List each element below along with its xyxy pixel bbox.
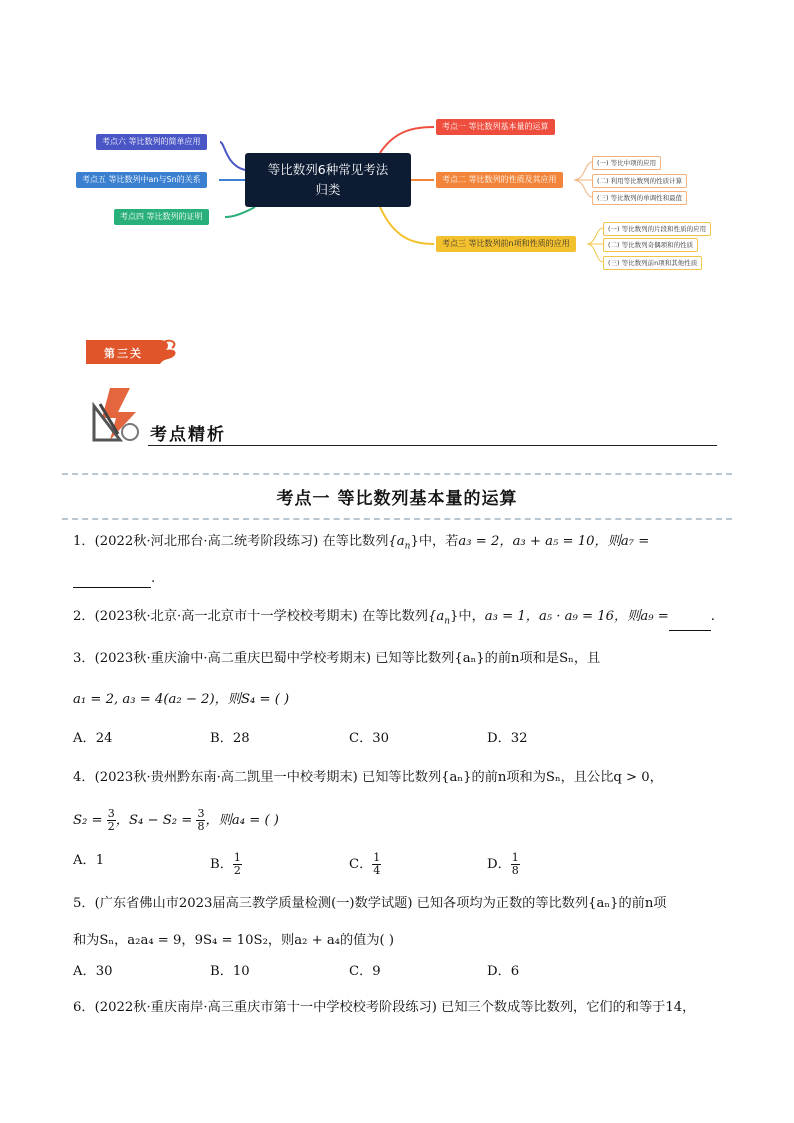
q2-prefix: 2．(2023秋·北京·高一北京市十一学校校考期末) 在等比数列 bbox=[73, 609, 428, 624]
banner-text: 第三关 bbox=[104, 347, 143, 360]
q2-seq-sub: n bbox=[444, 616, 451, 627]
q1-answer-blank[interactable]: . bbox=[73, 570, 155, 588]
q4-od-den: 8 bbox=[511, 864, 519, 877]
mindmap-center bbox=[245, 153, 411, 207]
q3-option-c[interactable]: C．30 bbox=[349, 731, 390, 746]
divider-top bbox=[62, 473, 732, 475]
section-heading: 考点精析 bbox=[150, 425, 226, 445]
q4-s4-s2: ，S₄ − S₂ = bbox=[115, 813, 193, 828]
question-3-line1: 3．(2023秋·重庆渝中·高二重庆巴蜀中学校考期末) 已知等比数列{aₙ}的前n项和是Sₙ，且 bbox=[73, 651, 601, 666]
q4-ob-num: 1 bbox=[233, 851, 241, 864]
question-6-line1: 6．(2022秋·重庆南岸·高三重庆市第十一中学校校考阶段练习) 已知三个数成等比数列，它们的和等于14， bbox=[73, 1000, 696, 1015]
q4-ask: ，则a₄ = ( ) bbox=[205, 813, 279, 828]
mindmap-sub-2-1: (一) 等比中项的应用 bbox=[592, 156, 661, 170]
q4-option-d-label: D． bbox=[487, 857, 511, 872]
mindmap-node-2: 考点二 等比数列的性质及其应用 bbox=[436, 172, 563, 188]
q4-option-c-label: C． bbox=[349, 857, 373, 872]
q1-mid: }中，若 bbox=[410, 534, 459, 549]
mindmap-sub-3-1: (一) 等比数列的片段和性质的应用 bbox=[603, 222, 711, 236]
q5-option-b[interactable]: B．10 bbox=[210, 964, 250, 979]
q4-frac-1-den: 2 bbox=[107, 820, 115, 833]
question-3-line2: a₁ = 2, a₃ = 4(a₂ − 2)，则S₄ = ( ) bbox=[73, 692, 290, 707]
mindmap-sub-2-3: (三) 等比数列的单调性和最值 bbox=[592, 191, 687, 205]
mindmap-center-line1: 等比数列6种常见考法 bbox=[267, 162, 389, 177]
section-underline bbox=[148, 445, 717, 446]
tools-icon bbox=[90, 384, 146, 444]
q4-option-b-label: B． bbox=[210, 857, 233, 872]
question-4-line1: 4．(2023秋·贵州黔东南·高二凯里一中校考期末) 已知等比数列{aₙ}的前n项和为Sₙ，且公比q > 0， bbox=[73, 770, 663, 785]
q4-oc-num: 1 bbox=[373, 851, 381, 864]
q4-frac-2-den: 8 bbox=[197, 820, 205, 833]
mindmap-node-1: 考点一 等比数列基本量的运算 bbox=[436, 119, 555, 135]
mindmap-connectors bbox=[0, 0, 794, 300]
q4-od-num: 1 bbox=[511, 851, 519, 864]
q4-option-b[interactable] bbox=[210, 852, 242, 877]
question-5-line2: 和为Sₙ，a₂a₄ = 9，9S₄ = 10S₂，则a₂ + a₄的值为( ) bbox=[73, 933, 395, 948]
q3-option-a[interactable]: A．24 bbox=[73, 731, 113, 746]
q4-oc-den: 4 bbox=[373, 864, 381, 877]
q4-option-d-frac bbox=[511, 852, 520, 877]
q1-prefix: 1．(2022秋·河北邢台·高二统考阶段练习) 在等比数列 bbox=[73, 534, 389, 549]
question-2: 2．(2023秋·北京·高一北京市十一学校校考期末) 在等比数列$\{a_n\}$中，a₃ = 1，a₅ · a₉ = 16，则a₉ = . bbox=[73, 608, 715, 631]
q4-frac-1-num: 3 bbox=[107, 807, 115, 820]
question-4-line2 bbox=[73, 808, 279, 833]
mindmap-sub-3-2: (二) 等比数列奇偶项和的性质 bbox=[603, 238, 698, 252]
q2-answer-blank[interactable] bbox=[669, 614, 711, 631]
q4-option-c-frac bbox=[372, 852, 381, 877]
question-1 bbox=[73, 533, 649, 556]
mindmap-node-5: 考点五 等比数列中an与Sn的关系 bbox=[76, 172, 207, 188]
q2-mid: }中， bbox=[450, 609, 485, 624]
q5-option-c[interactable]: C．9 bbox=[349, 964, 381, 979]
q3-option-b[interactable]: B．28 bbox=[210, 731, 250, 746]
q4-option-c[interactable] bbox=[349, 852, 381, 877]
q3-option-d[interactable]: D．32 bbox=[487, 731, 528, 746]
q4-s2: S₂ = bbox=[73, 813, 103, 828]
q4-option-a[interactable]: A．1 bbox=[73, 853, 105, 868]
q1-seq-sub: n bbox=[404, 541, 411, 552]
q4-option-d[interactable] bbox=[487, 852, 520, 877]
q4-option-b-frac bbox=[233, 852, 242, 877]
mindmap-node-4: 考点四 等比数列的证明 bbox=[114, 209, 209, 225]
mindmap-sub-2-2: (二) 利用等比数列的性质计算 bbox=[592, 174, 687, 188]
q4-ob-den: 2 bbox=[233, 864, 241, 877]
question-5-line1: 5．(广东省佛山市2023届高三教学质量检测(一)数学试题) 已知各项均为正数的等比数列{aₙ}的前n项 bbox=[73, 896, 667, 911]
q4-frac-2-num: 3 bbox=[197, 807, 205, 820]
q5-option-a[interactable]: A．30 bbox=[73, 964, 113, 979]
q1-seq: {a bbox=[388, 534, 405, 549]
mindmap-center-line2: 归类 bbox=[315, 182, 341, 197]
q2-cond: a₃ = 1，a₅ · a₉ = 16，则a₉ = bbox=[484, 609, 669, 624]
q1-cond: a₃ = 2，a₃ + a₅ = 10，则a₇ = bbox=[458, 534, 650, 549]
topic-title: 考点一 等比数列基本量的运算 bbox=[276, 489, 518, 509]
mindmap-node-3: 考点三 等比数列前n项和性质的应用 bbox=[436, 236, 576, 252]
q4-frac-1 bbox=[107, 808, 116, 833]
q2-seq: {a bbox=[427, 609, 445, 624]
divider-bottom bbox=[62, 518, 732, 520]
mindmap-sub-3-3: (三) 等比数列前n项和其他性质 bbox=[603, 256, 702, 270]
mindmap-node-6: 考点六 等比数列的简单应用 bbox=[96, 134, 207, 150]
q5-option-d[interactable]: D．6 bbox=[487, 964, 520, 979]
